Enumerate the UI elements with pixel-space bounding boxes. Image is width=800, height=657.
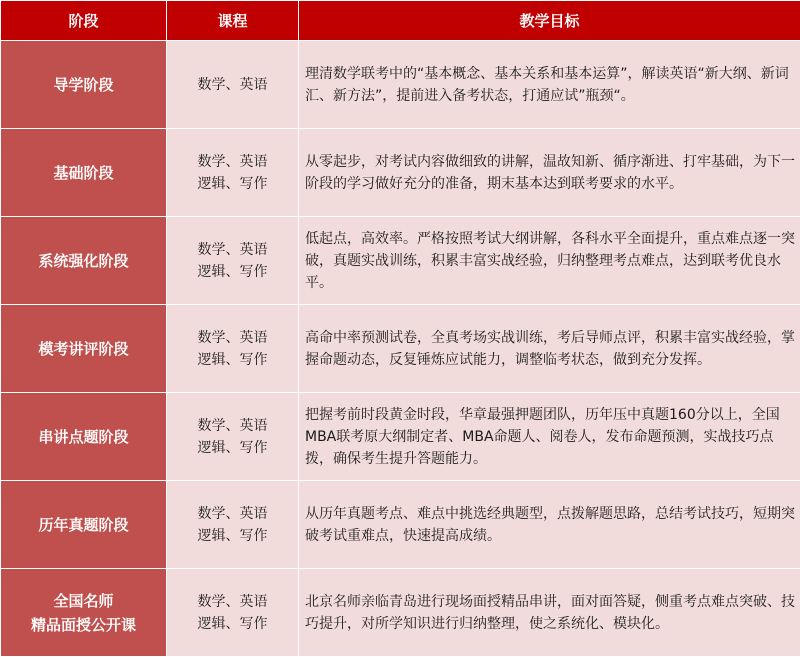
stage-name: 精品面授公开课 xyxy=(30,615,136,634)
stage-name: 模考讲评阶段 xyxy=(38,339,129,358)
course-cell xyxy=(167,393,299,481)
goal-cell xyxy=(299,129,800,217)
table-row xyxy=(1,41,800,129)
goal-cell xyxy=(299,217,800,305)
course-line: 逻辑、写作 xyxy=(197,615,268,632)
course-line: 逻辑、写作 xyxy=(197,175,268,192)
table-row xyxy=(1,129,800,217)
course-cell xyxy=(167,217,299,305)
goal-text: 把握考前时段黄金时段，华章最强押题团队，历年压中真题160分以上，全国MBA联考原大纲制定者、MBA命题人、阅卷人，发布命题预测，实战技巧点拨，确保考生提升答题能力。 xyxy=(305,406,780,467)
course-line: 逻辑、写作 xyxy=(197,351,268,368)
stage-name: 系统强化阶段 xyxy=(38,251,129,270)
course-line: 数学、英语 xyxy=(197,593,268,610)
course-line: 数学、英语 xyxy=(197,417,268,434)
goal-cell xyxy=(299,41,800,129)
goal-text: 理清数学联考中的“基本概念、基本关系和基本运算”，解读英语“新大纲、新词汇、新方法”，提前进入备考状态，打通应试”瓶颈“。 xyxy=(305,65,789,104)
goal-text: 从历年真题考点、难点中挑选经典题型，点拨解题思路，总结考试技巧，短期突破考试重难点，快速提高成绩。 xyxy=(305,505,795,544)
course-cell xyxy=(167,481,299,569)
header-stage: 阶段 xyxy=(1,1,167,41)
table-row xyxy=(1,305,800,393)
header-row xyxy=(1,1,800,41)
goal-cell xyxy=(299,305,800,393)
stage-cell xyxy=(1,481,167,569)
course-cell xyxy=(167,305,299,393)
course-line: 数学、英语 xyxy=(197,76,268,93)
course-line: 逻辑、写作 xyxy=(197,527,268,544)
stage-cell xyxy=(1,129,167,217)
course-line: 数学、英语 xyxy=(197,241,268,258)
stage-name: 基础阶段 xyxy=(53,163,114,182)
stage-name: 串讲点题阶段 xyxy=(38,427,129,446)
stage-cell xyxy=(1,569,167,657)
course-line: 数学、英语 xyxy=(197,329,268,346)
goal-text: 高命中率预测试卷，全真考场实战训练，考后导师点评，积累丰富实战经验，掌握命题动态，反复锤炼应试能力，调整临考状态，做到充分发挥。 xyxy=(305,329,795,368)
stage-cell xyxy=(1,217,167,305)
course-line: 数学、英语 xyxy=(197,153,268,170)
course-cell xyxy=(167,41,299,129)
header-course: 课程 xyxy=(167,1,299,41)
course-line: 数学、英语 xyxy=(197,505,268,522)
goal-text: 北京名师亲临青岛进行现场面授精品串讲，面对面答疑，侧重考点难点突破、技巧提升，对所学知识进行归纳整理，使之系统化、模块化。 xyxy=(305,593,795,632)
stage-cell xyxy=(1,305,167,393)
course-cell xyxy=(167,569,299,657)
header-goal: 教学目标 xyxy=(299,1,800,41)
goal-cell xyxy=(299,569,800,657)
goal-cell xyxy=(299,393,800,481)
course-line: 逻辑、写作 xyxy=(197,263,268,280)
table-row xyxy=(1,393,800,481)
stage-name: 全国名师 xyxy=(53,591,114,610)
stage-name: 历年真题阶段 xyxy=(38,515,129,534)
table-row xyxy=(1,217,800,305)
stage-name: 导学阶段 xyxy=(53,75,114,94)
goal-text: 低起点，高效率。严格按照考试大纲讲解，各科水平全面提升，重点难点逐一突破，真题实战训练，积累丰富实战经验，归纳整理考点难点，达到联考优良水平。 xyxy=(305,230,795,291)
table-row xyxy=(1,481,800,569)
goal-cell xyxy=(299,481,800,569)
goal-text: 从零起步，对考试内容做细致的讲解，温故知新、循序渐进、打牢基础，为下一阶段的学习做好充分的准备，期末基本达到联考要求的水平。 xyxy=(305,153,795,192)
stage-cell xyxy=(1,41,167,129)
table-row xyxy=(1,569,800,657)
course-line: 逻辑、写作 xyxy=(197,439,268,456)
stage-cell xyxy=(1,393,167,481)
course-cell xyxy=(167,129,299,217)
